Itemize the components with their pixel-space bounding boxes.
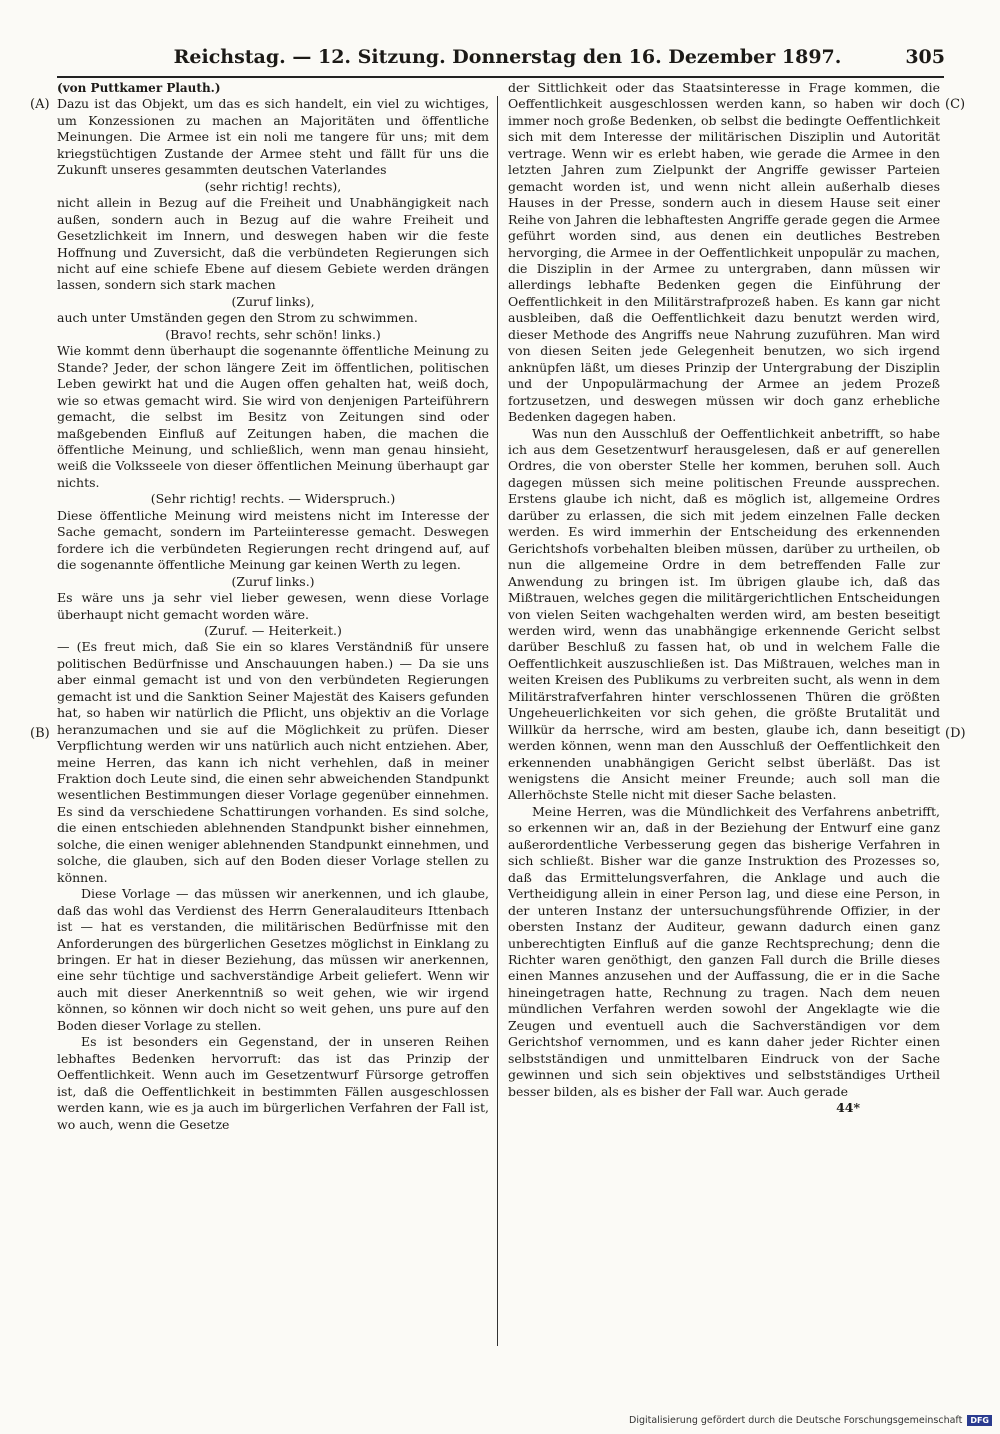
right-column (508, 80, 940, 1117)
interjection: (sehr richtig! rechts), (204, 178, 342, 194)
footer-credit (604, 1413, 992, 1427)
interjection: (Zuruf links), (231, 293, 315, 309)
interjection: (Zuruf. — Heiterkeit.) (204, 622, 342, 638)
paragraph: Diese öffentliche Meinung wird meistens nicht im Interesse der Sache gemacht, sondern im Parteiinteresse gemacht. Deswegen fordere ich die verbündeten Regierungen recht dringend auf, auf die sogenannte öffentliche Meinung gar keinen Werth zu legen. (57, 507, 489, 573)
column-divider (497, 96, 498, 1346)
paragraph: — (Es freut mich, daß Sie ein so klares Verständniß für unsere politischen Bedürfnisse und Anschauungen haben.) — Da sie uns aber einmal gemacht ist und von den verbündeten Regierungen gemacht ist und die Sanktion Seiner Majestät des Kaisers gefunden hat, so haben wir natürlich die Pflicht, uns objektiv an die Vorlage heranzumachen und sie auf die Möglichkeit zu prüfen. Dieser Verpflichtung werden wir uns natürlich auch nicht entziehen. Aber, meine Herren, das kann ich nicht verhehlen, daß in meiner Fraktion doch Leute sind, die einen sehr abweichenden Standpunkt wesentlichen Bestimmungen dieser Vorlage gegenüber einnehmen. Es sind da verschiedene Schattirungen vorhanden. Es sind solche, die einen entschieden ablehnenden Standpunkt bisher einnehmen, solche, die einen weniger ablehnenden Standpunkt einnehmen, und solche, die glauben, sich auf den Boden dieser Vorlage stellen zu können. (57, 639, 489, 885)
paragraph: Was nun den Ausschluß der Oeffentlichkeit anbetrifft, so habe ich aus dem Gesetzentwurf herausgelesen, daß er auf generellen Ordres, die von oberster Stelle her kommen, beruhen soll. Auch dagegen müssen sich meine politischen Freunde aussprechen. Erstens glaube ich nicht, daß es möglich ist, allgemeine Ordres darüber zu erlassen, die sich mit jedem einzelnen Falle decken werden. Es wird immerhin der Entscheidung des erkennenden Gerichtshofs vorbehalten bleiben müssen, darüber zu urtheilen, ob nun die allgemeine Ordre in dem betreffenden Falle zur Anwendung zu bringen ist. Im übrigen glaube ich, daß das Mißtrauen, welches gegen die militärgerichtlichen Entscheidungen von vielen Seiten wachgehalten werden wird, am besten beseitigt werden wird, wenn das unabhängige erkennende Gericht selbst darüber Beschluß zu fassen hat, ob und in welchem Falle die Oeffentlichkeit auszuschließen ist. Das Mißtrauen, welches man in weiten Kreisen des Publikums zu verbreiten sucht, als wenn in dem Militärstrafverfahren hinter verschlossenen Thüren die größten Ungeheuerlichkeiten vor sich gehen, die größte Brutalität und Willkür da herrsche, wird am besten, glaube ich, dann beseitigt werden können, wenn man den Ausschluß der Oeffentlichkeit den erkennenden unabhängigen Gericht selbst überläßt. Das ist wenigstens die Ansicht meiner Freunde; auch soll man die Allerhöchste Stelle nicht mit dieser Sache belasten. (508, 425, 940, 803)
paragraph: nicht allein in Bezug auf die Freiheit und Unabhängigkeit nach außen, sondern auch in Bezug auf die wahre Freiheit und Gesetzlichkeit im Innern, und deswegen haben wir die feste Hoffnung und Zuversicht, daß die verbündeten Regierungen sich nicht auf eine schiefe Ebene auf diesem Gebiete werden drängen lassen, sondern sich stark machen (57, 195, 489, 293)
paragraph: Meine Herren, was die Mündlichkeit des Verfahrens anbetrifft, so erkennen wir an, daß in der Beziehung der Entwurf eine ganz außerordentliche Verbesserung gegen das bisherige Verfahren in sich schließt. Bisher war die ganze Instruktion des Prozesses so, daß das Ermittelungsverfahren, die Anklage und auch die Vertheidigung allein in einer Person lag, und diese eine Person, in der unteren Instanz der untersuchungsführende Offizier, in der obersten Instanz der Auditeur, gewann dadurch einen ganz unberechtigten Einfluß auf die ganze Rechtsprechung; denn die Richter waren genöthigt, den ganzen Fall durch die Brille dieses einen Mannes anzusehen und der Auffassung, die er in die Sache hineingetragen hatte, Rechnung zu tragen. Nach dem neuen mündlichen Verfahren werden sowohl der Angeklagte wie die Zeugen und eventuell auch die Sachverständigen vor dem Gerichtshof vernommen, und es kann daher jeder Richter einen selbstständigen und unmittelbaren Eindruck von der Sache gewinnen und sich sein objektives und selbstständiges Urtheil besser bilden, als es bisher der Fall war. Auch gerade (508, 803, 940, 1099)
paragraph: Es wäre uns ja sehr viel lieber gewesen, wenn diese Vorlage überhaupt nicht gemacht worden wäre. (57, 590, 489, 622)
signature-mark: 44* (836, 1100, 860, 1116)
margin-marker-d: (D) (945, 726, 966, 741)
paragraph: Wie kommt denn überhaupt die sogenannte öffentliche Meinung zu Stande? Jeder, der schon längere Zeit im öffentlichen, politischen Leben gewirkt hat und die Augen offen gehalten hat, weiß doch, wie so etwas gemacht wird. Sie wird von denjenigen Parteiführern gemacht, die selbst im Besitz von Zeitungen sind oder maßgebenden Einfluß auf Zeitungen haben, die machen die öffentliche Meinung, und schließlich, wenn man genau hinsieht, weiß die Volksseele von dieser öffentlichen Meinung überhaupt gar nichts. (57, 343, 489, 490)
dfg-logo: DFG (967, 1415, 992, 1426)
speaker-label: (von Puttkamer Plauth.) (57, 81, 221, 95)
margin-marker-a: (A) (30, 97, 50, 112)
header-rule (57, 76, 944, 78)
header-title: Reichstag. — 12. Sitzung. Donnerstag den 16. Dezember 1897. (173, 46, 842, 68)
margin-marker-b: (B) (30, 726, 50, 741)
interjection: (Sehr richtig! rechts. — Widerspruch.) (150, 491, 396, 507)
interjection: (Bravo! rechts, sehr schön! links.) (165, 326, 381, 342)
margin-marker-c: (C) (945, 97, 966, 112)
left-column (57, 80, 489, 1133)
page-header (150, 46, 945, 72)
paragraph: Dazu ist das Objekt, um das es sich handelt, ein viel zu wichtiges, um Konzessionen zu machen an Majoritäten und öffentliche Meinungen. Die Armee ist ein noli me tangere für uns; mit dem kriegstüchtigen Zustande der Armee steht und fällt für uns die Zukunft unseres gesammten deutschen Vaterlandes (57, 96, 489, 178)
paragraph: Es ist besonders ein Gegenstand, der in unseren Reihen lebhaftes Bedenken hervorruft: das ist das Prinzip der Oeffentlichkeit. Wenn auch im Gesetzentwurf Fürsorge getroffen ist, daß die Oeffentlichkeit in bestimmten Fällen ausgeschlossen werden kann, wie es ja auch im bürgerlichen Verfahren der Fall ist, wo auch, wenn die Gesetze (57, 1034, 489, 1132)
paragraph: auch unter Umständen gegen den Strom zu schwimmen. (57, 310, 418, 326)
page-number: 305 (905, 46, 945, 68)
footer-text: Digitalisierung gefördert durch die Deutsche Forschungsgemeinschaft (629, 1414, 963, 1426)
paragraph: der Sittlichkeit oder das Staatsinteresse in Frage kommen, die Oeffentlichkeit ausgeschlossen werden kann, so haben wir doch immer noch große Bedenken, ob selbst die bedingte Oeffentlichkeit sich mit dem Interesse der militärischen Disziplin und Autorität vertrage. Wenn wir es erlebt haben, wie gerade die Armee in den letzten Jahren zum Zielpunkt der Angriffe gewisser Parteien gemacht worden ist, und wenn nicht allein außerhalb dieses Hauses in der Presse, sondern auch in diesem Hause seit einer Reihe von Jahren die lebhaftesten Angriffe gerade gegen die Armee geführt worden sind, aus denen ein deutliches Bestreben hervorging, die Armee in der Oeffentlichkeit unpopulär zu machen, die Disziplin in der Armee zu untergraben, dann müssen wir allerdings lebhafte Bedenken gegen die Einführung der Oeffentlichkeit in den Militärstrafprozeß haben. Es kann gar nicht ausbleiben, daß die Oeffentlichkeit dazu benutzt werden wird, dieser Methode des Angriffs neue Nahrung zuzuführen. Man wird von diesen Seiten jede Gelegenheit benutzen, wo sich irgend anknüpfen läßt, um dieses Prinzip der Untergrabung der Disziplin und der Unpopulärmachung der Armee an jedem Prozeß fortzusetzen, und deswegen müssen wir doch ganz erhebliche Bedenken dagegen haben. (508, 80, 940, 425)
interjection: (Zuruf links.) (231, 573, 315, 589)
paragraph: Diese Vorlage — das müssen wir anerkennen, und ich glaube, daß das wohl das Verdienst des Herrn Generalauditeurs Ittenbach ist — hat es verstanden, die militärischen Bedürfnisse mit den Anforderungen des bürgerlichen Gesetzes möglichst in Einklang zu bringen. Er hat in dieser Beziehung, das müssen wir anerkennen, eine sehr tüchtige und sachverständige Arbeit geliefert. Wenn wir auch mit dieser Anerkenntniß so weit gehen, wie wir irgend können, so können wir doch nicht so weit gehen, uns pure auf den Boden dieser Vorlage zu stellen. (57, 886, 489, 1033)
